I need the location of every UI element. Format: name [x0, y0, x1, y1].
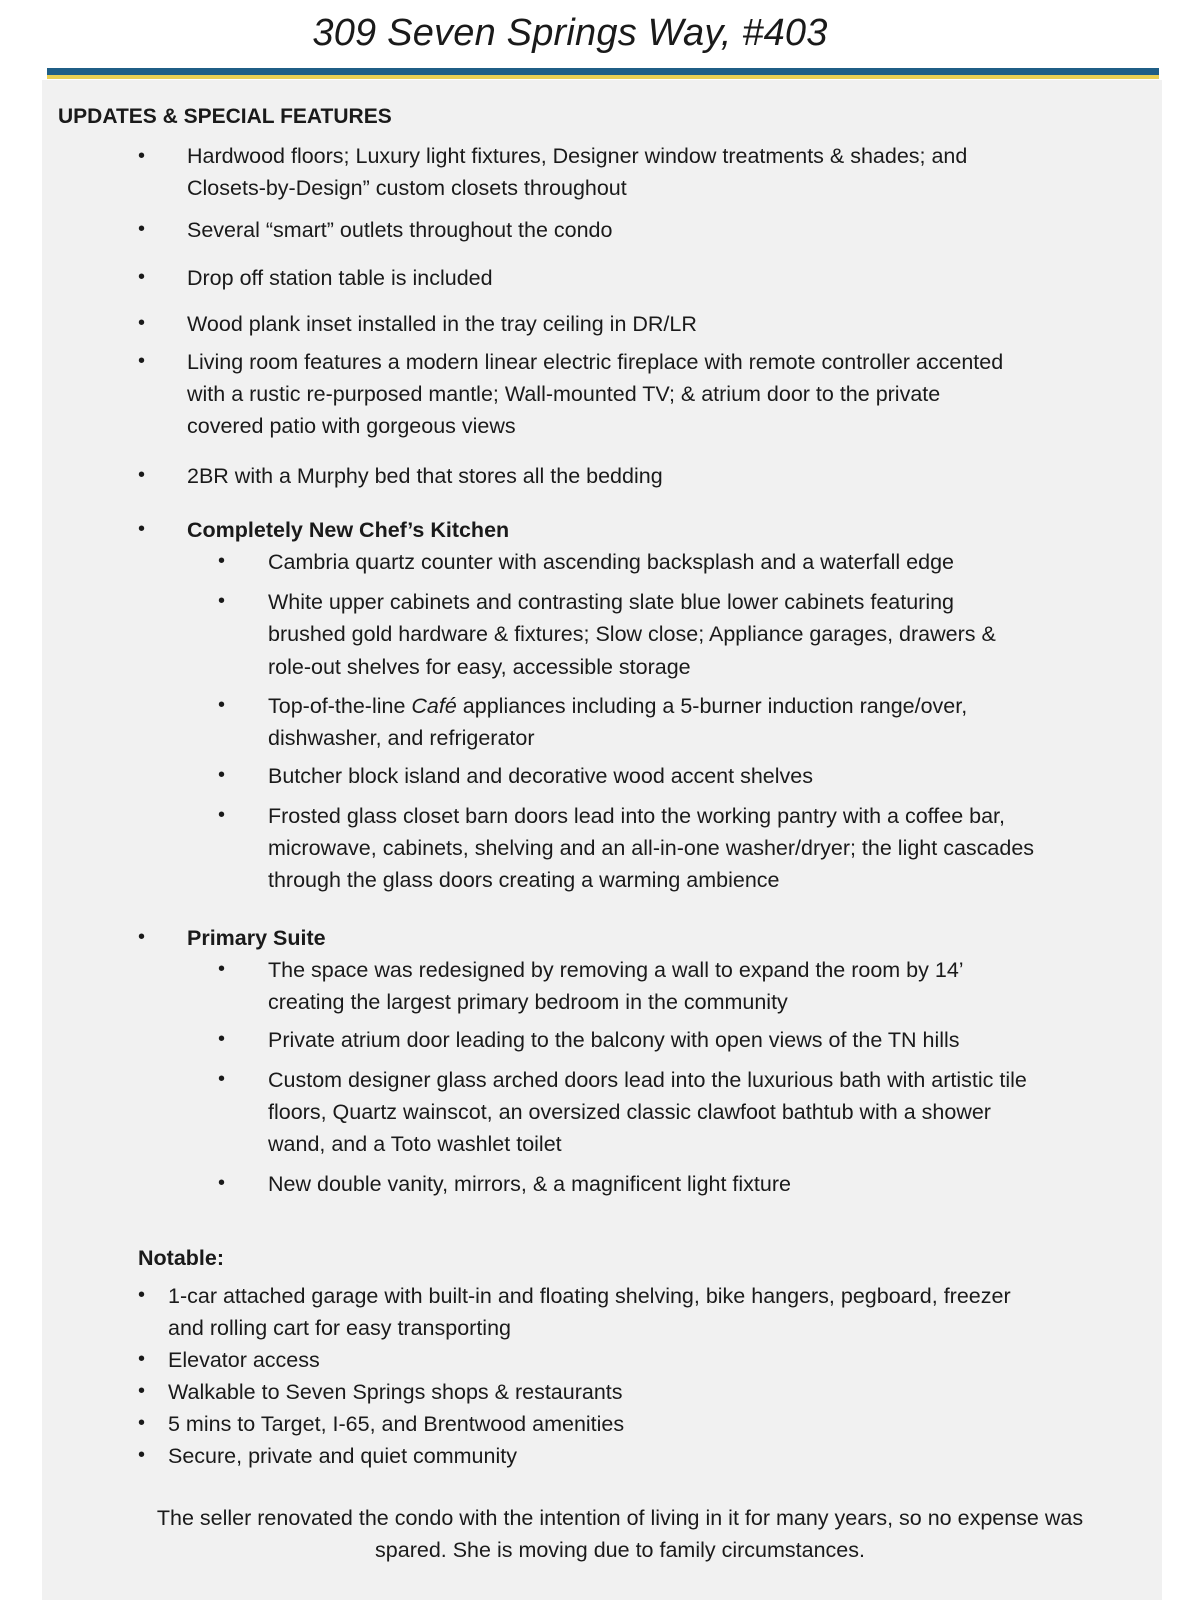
feature-line: 2BR with a Murphy bed that stores all the bedding: [187, 464, 663, 488]
feature-line: Several “smart” outlets throughout the condo: [187, 218, 613, 242]
header-rule-blue: [47, 68, 1159, 75]
bullet-icon: •: [218, 1028, 226, 1050]
suite-item-line: New double vanity, mirrors, & a magnificent light fixture: [268, 1172, 791, 1196]
notable-item-line: 1-car attached garage with built-in and floating shelving, bike hangers, pegboard, freezer: [168, 1284, 1011, 1308]
bullet-icon: •: [138, 464, 146, 486]
notable-item-line: Secure, private and quiet community: [168, 1444, 517, 1468]
kitchen-item-line: Frosted glass closet barn doors lead into the working pantry with a coffee bar,: [268, 804, 1005, 828]
feature-line: Living room features a modern linear electric fireplace with remote controller accented: [187, 350, 1004, 374]
bullet-icon: •: [138, 1380, 146, 1402]
notable-heading: Notable:: [138, 1246, 224, 1270]
suite-item-line: Custom designer glass arched doors lead into the luxurious bath with artistic tile: [268, 1068, 1027, 1092]
bullet-icon: •: [218, 550, 226, 572]
bullet-icon: •: [138, 1348, 146, 1370]
section-heading: UPDATES & SPECIAL FEATURES: [58, 105, 392, 128]
bullet-icon: •: [138, 1284, 146, 1306]
notable-item-line: 5 mins to Target, I-65, and Brentwood amenities: [168, 1412, 625, 1436]
feature-line: with a rustic re-purposed mantle; Wall-mounted TV; & atrium door to the private: [187, 382, 941, 406]
notable-item-line: Elevator access: [168, 1348, 320, 1372]
bullet-icon: •: [138, 218, 146, 240]
bullet-icon: •: [218, 1172, 226, 1194]
notable-item-line: and rolling cart for easy transporting: [168, 1316, 511, 1340]
suite-item-line: The space was redesigned by removing a wall to expand the room by 14’: [268, 958, 964, 982]
bullet-icon: •: [218, 694, 226, 716]
bullet-icon: •: [138, 145, 146, 167]
kitchen-item-line: Top-of-the-line Café appliances including a 5-burner induction range/over,: [268, 694, 968, 718]
kitchen-item-line: White upper cabinets and contrasting slate blue lower cabinets featuring: [268, 590, 955, 614]
kitchen-item-line: Cambria quartz counter with ascending backsplash and a waterfall edge: [268, 550, 955, 574]
bullet-icon: •: [138, 312, 146, 334]
header-rule-gold: [47, 75, 1159, 79]
page-title: 309 Seven Springs Way, #403: [312, 12, 828, 54]
kitchen-item-line: Butcher block island and decorative wood accent shelves: [268, 764, 813, 788]
notable-item-line: Walkable to Seven Springs shops & restaurants: [168, 1380, 623, 1404]
kitchen-heading: Completely New Chef’s Kitchen: [187, 518, 510, 542]
kitchen-item-line: brushed gold hardware & fixtures; Slow close; Appliance garages, drawers &: [268, 622, 996, 646]
feature-line: Drop off station table is included: [187, 266, 493, 290]
bullet-icon: •: [218, 764, 226, 786]
suite-item-line: wand, and a Toto washlet toilet: [268, 1132, 562, 1156]
bullet-icon: •: [138, 266, 146, 288]
kitchen-item-line: through the glass doors creating a warming ambience: [268, 868, 780, 892]
bullet-icon: •: [138, 350, 146, 372]
suite-heading: Primary Suite: [187, 926, 326, 950]
suite-item-line: floors, Quartz wainscot, an oversized classic clawfoot bathtub with a shower: [268, 1100, 991, 1124]
bullet-icon: •: [218, 590, 226, 612]
bullet-icon: •: [218, 958, 226, 980]
kitchen-item-line: role-out shelves for easy, accessible storage: [268, 655, 691, 679]
bullet-icon: •: [138, 518, 146, 540]
suite-item-line: creating the largest primary bedroom in the community: [268, 990, 788, 1014]
bullet-icon: •: [138, 1444, 146, 1466]
bullet-icon: •: [218, 804, 226, 826]
feature-line: Hardwood floors; Luxury light fixtures, Designer window treatments & shades; and: [187, 144, 968, 168]
bullet-icon: •: [138, 1412, 146, 1434]
brand-name: Café: [411, 694, 457, 718]
bullet-icon: •: [218, 1068, 226, 1090]
suite-item-line: Private atrium door leading to the balcony with open views of the TN hills: [268, 1028, 960, 1052]
feature-line: Wood plank inset installed in the tray ceiling in DR/LR: [187, 312, 697, 336]
feature-line: covered patio with gorgeous views: [187, 414, 516, 438]
closing-paragraph: The seller renovated the condo with the intention of living in it for many years, so no expense was spared. She is moving due to family circumstances.: [156, 1506, 1084, 1562]
kitchen-item-line: microwave, cabinets, shelving and an all-in-one washer/dryer; the light cascades: [268, 836, 1035, 860]
feature-line: Closets-by-Design” custom closets throughout: [187, 176, 627, 200]
kitchen-item-line: dishwasher, and refrigerator: [268, 726, 535, 750]
bullet-icon: •: [138, 926, 146, 948]
